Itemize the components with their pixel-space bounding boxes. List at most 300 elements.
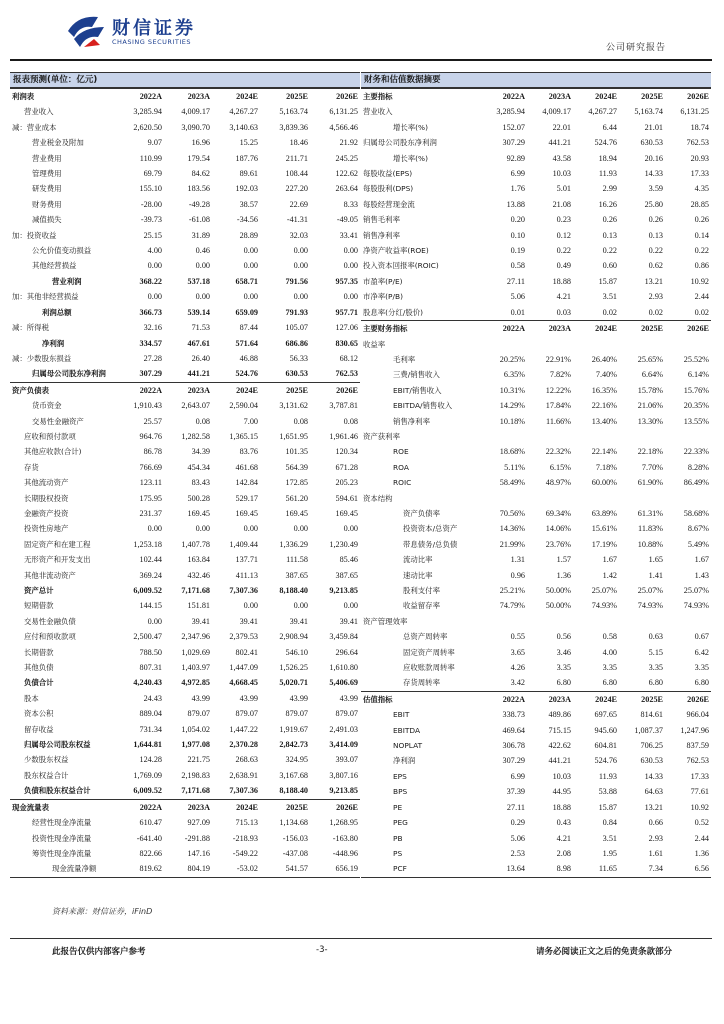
valuation-value: 1.95 bbox=[602, 848, 617, 858]
forecast-row bbox=[10, 181, 360, 196]
forecast-value: 25.15 bbox=[143, 230, 162, 240]
valuation-panel bbox=[361, 72, 711, 878]
forecast-value: 630.53 bbox=[285, 369, 308, 379]
valuation-value: 18.68% bbox=[499, 447, 525, 457]
brand-name: 财信证券 bbox=[112, 18, 196, 39]
valuation-value: 3.35 bbox=[556, 663, 571, 673]
valuation-value: 3,285.94 bbox=[496, 107, 525, 117]
valuation-value: 1.65 bbox=[648, 555, 663, 565]
valuation-value: 2.93 bbox=[648, 292, 663, 302]
valuation-value: 697.65 bbox=[594, 710, 617, 720]
forecast-label: 其他流动资产 bbox=[24, 478, 69, 488]
valuation-row bbox=[361, 475, 711, 490]
forecast-row bbox=[10, 506, 360, 521]
valuation-value: 10.31% bbox=[499, 385, 525, 395]
valuation-row bbox=[361, 537, 711, 552]
forecast-value: 43.99 bbox=[289, 693, 308, 703]
forecast-value: 1,610.80 bbox=[329, 663, 358, 673]
forecast-value: 1,282.58 bbox=[181, 431, 210, 441]
forecast-value: 2023A bbox=[164, 89, 212, 105]
forecast-value: -39.73 bbox=[140, 215, 162, 225]
forecast-value: 0.00 bbox=[147, 292, 162, 302]
forecast-label: 应收和预付款项 bbox=[24, 431, 76, 441]
forecast-row bbox=[10, 846, 360, 861]
forecast-row bbox=[10, 151, 360, 166]
forecast-value: 1,651.95 bbox=[279, 431, 308, 441]
valuation-value: 74.79% bbox=[499, 601, 525, 611]
valuation-value: 0.84 bbox=[602, 818, 617, 828]
valuation-value: 10.03 bbox=[552, 169, 571, 179]
valuation-value bbox=[619, 337, 665, 352]
forecast-label: 应付和预收款项 bbox=[24, 632, 76, 642]
forecast-label: 减值损失 bbox=[32, 215, 62, 225]
forecast-value: 83.76 bbox=[239, 447, 258, 457]
forecast-value: 18.46 bbox=[289, 138, 308, 148]
forecast-value: 2025E bbox=[260, 382, 310, 398]
forecast-row bbox=[10, 722, 360, 737]
valuation-value: 50.00% bbox=[545, 586, 571, 595]
forecast-label: 资产负债表 bbox=[10, 382, 116, 398]
forecast-row bbox=[10, 737, 360, 752]
forecast-value: 0.00 bbox=[243, 261, 258, 271]
valuation-label: EBIT bbox=[393, 710, 410, 720]
forecast-value: 467.61 bbox=[187, 338, 210, 348]
forecast-value: 227.20 bbox=[285, 184, 308, 194]
valuation-value: 0.29 bbox=[510, 818, 525, 828]
forecast-row bbox=[10, 228, 360, 243]
forecast-value: 0.08 bbox=[293, 416, 308, 426]
valuation-value: 50.00% bbox=[545, 601, 571, 611]
forecast-value: 7,307.36 bbox=[229, 786, 258, 796]
forecast-row bbox=[10, 861, 360, 877]
valuation-value: 28.85 bbox=[690, 199, 709, 209]
valuation-value: 5.11% bbox=[504, 462, 525, 472]
forecast-value: 927.09 bbox=[187, 818, 210, 828]
forecast-value: 0.08 bbox=[195, 416, 210, 426]
valuation-value bbox=[527, 614, 573, 629]
forecast-label: 存货 bbox=[24, 462, 39, 472]
valuation-value: 4.21 bbox=[556, 833, 571, 843]
valuation-value: 22.01 bbox=[552, 122, 571, 132]
valuation-value: 0.20 bbox=[510, 215, 525, 225]
forecast-value: 110.99 bbox=[139, 153, 162, 163]
forecast-section-header bbox=[10, 799, 360, 815]
valuation-row bbox=[361, 352, 711, 367]
forecast-value: 71.53 bbox=[191, 323, 210, 333]
forecast-row bbox=[10, 831, 360, 846]
valuation-value: 25.52% bbox=[683, 354, 709, 364]
forecast-value: 2022A bbox=[116, 382, 164, 398]
valuation-value bbox=[619, 429, 665, 444]
forecast-row bbox=[10, 521, 360, 536]
forecast-value: 788.50 bbox=[139, 647, 162, 657]
forecast-label: 固定资产和在建工程 bbox=[24, 539, 91, 549]
valuation-label: PS bbox=[393, 848, 403, 858]
forecast-value: 7,171.68 bbox=[181, 586, 210, 595]
valuation-value: 74.93% bbox=[591, 601, 617, 611]
forecast-value: 2023A bbox=[164, 382, 212, 398]
forecast-value: 25.57 bbox=[143, 416, 162, 426]
valuation-label: 市盈率(P/E) bbox=[363, 276, 403, 286]
forecast-value: 0.00 bbox=[147, 261, 162, 271]
forecast-value: 541.57 bbox=[285, 864, 308, 874]
valuation-row bbox=[361, 629, 711, 644]
forecast-value: 2026E bbox=[310, 799, 360, 815]
forecast-row bbox=[10, 212, 360, 227]
valuation-value: 338.73 bbox=[502, 710, 525, 720]
valuation-value: 10.88% bbox=[637, 539, 663, 549]
forecast-value: 3,285.94 bbox=[133, 107, 162, 117]
valuation-value: 11.66% bbox=[546, 416, 571, 426]
valuation-value: 14.33 bbox=[644, 169, 663, 179]
valuation-value: 1.36 bbox=[556, 570, 571, 580]
valuation-value bbox=[665, 429, 711, 444]
valuation-value: 12.22% bbox=[545, 385, 571, 395]
valuation-value: 6.80 bbox=[602, 678, 617, 688]
valuation-row bbox=[361, 753, 711, 768]
forecast-value: 8.33 bbox=[343, 199, 358, 209]
valuation-value: 69.34% bbox=[545, 508, 571, 518]
forecast-value: 1,054.02 bbox=[181, 724, 210, 734]
valuation-value: 16.26 bbox=[598, 199, 617, 209]
valuation-value: 25.07% bbox=[637, 586, 663, 595]
valuation-value: 7.18% bbox=[595, 462, 617, 472]
forecast-value: 3,414.09 bbox=[329, 740, 358, 750]
forecast-value: 3,807.16 bbox=[329, 770, 358, 780]
valuation-value: 2026E bbox=[665, 321, 711, 337]
valuation-value: 706.25 bbox=[640, 741, 663, 751]
valuation-value: 945.60 bbox=[594, 725, 617, 735]
valuation-value: 0.19 bbox=[510, 246, 525, 256]
valuation-value: 25.65% bbox=[637, 354, 663, 364]
valuation-label: 固定资产周转率 bbox=[403, 647, 455, 657]
forecast-value: 2025E bbox=[260, 89, 310, 105]
valuation-value bbox=[481, 491, 527, 506]
forecast-section-header bbox=[10, 382, 360, 398]
valuation-value: 0.96 bbox=[510, 570, 525, 580]
forecast-label: 公允价值变动损益 bbox=[32, 246, 92, 256]
valuation-value: 20.35% bbox=[683, 401, 709, 411]
valuation-label: 估值指标 bbox=[361, 691, 481, 707]
valuation-label: 资本结构 bbox=[363, 493, 393, 503]
valuation-value: 20.25% bbox=[499, 354, 525, 364]
forecast-value: 7,307.36 bbox=[229, 586, 258, 595]
valuation-value: 469.64 bbox=[502, 725, 525, 735]
valuation-value bbox=[573, 491, 619, 506]
valuation-value: 4.00 bbox=[602, 647, 617, 657]
forecast-row bbox=[10, 614, 360, 629]
forecast-row bbox=[10, 675, 360, 690]
forecast-value: 2024E bbox=[212, 89, 260, 105]
forecast-value: 889.04 bbox=[139, 709, 162, 719]
page-header bbox=[0, 0, 724, 62]
forecast-value: 1,910.43 bbox=[133, 401, 162, 411]
forecast-label: 其他应收款(合计) bbox=[24, 447, 82, 457]
valuation-value bbox=[665, 491, 711, 506]
valuation-value: 10.92 bbox=[690, 802, 709, 812]
valuation-value: 2026E bbox=[665, 89, 711, 105]
valuation-row bbox=[361, 135, 711, 150]
forecast-value: 296.64 bbox=[335, 647, 358, 657]
forecast-label: 少数股东权益 bbox=[24, 755, 69, 765]
forecast-value: 1,447.22 bbox=[229, 724, 258, 734]
valuation-value: 0.22 bbox=[694, 246, 709, 256]
valuation-value: 3.46 bbox=[556, 647, 571, 657]
valuation-label: ROE bbox=[393, 447, 409, 457]
forecast-row bbox=[10, 815, 360, 830]
valuation-value: 21.99% bbox=[499, 539, 525, 549]
forecast-value: 263.64 bbox=[335, 184, 358, 194]
forecast-value: 3,167.68 bbox=[279, 770, 308, 780]
valuation-value: 1.67 bbox=[602, 555, 617, 565]
valuation-value: 14.06% bbox=[545, 524, 571, 534]
valuation-row bbox=[361, 675, 711, 691]
valuation-value: 21.08 bbox=[552, 199, 571, 209]
forecast-value: 39.41 bbox=[239, 616, 258, 626]
forecast-label: 减：所得税 bbox=[12, 323, 49, 333]
forecast-value: 4,267.27 bbox=[229, 107, 258, 117]
forecast-label: 营业利润 bbox=[52, 276, 82, 286]
forecast-value: 89.61 bbox=[239, 169, 258, 179]
forecast-row bbox=[10, 414, 360, 429]
valuation-value: 966.04 bbox=[686, 710, 709, 720]
valuation-value: 77.61 bbox=[690, 787, 709, 797]
valuation-value: 48.97% bbox=[545, 478, 571, 488]
valuation-label: 流动比率 bbox=[403, 555, 433, 565]
forecast-value: 2,620.50 bbox=[133, 122, 162, 132]
valuation-value: 0.22 bbox=[602, 246, 617, 256]
forecast-value: 3,090.70 bbox=[181, 122, 210, 132]
forecast-value: -218.93 bbox=[232, 833, 258, 843]
forecast-value: 1,268.95 bbox=[329, 818, 358, 828]
valuation-value bbox=[481, 429, 527, 444]
forecast-label: 营业税金及附加 bbox=[32, 138, 84, 148]
valuation-value: 20.93 bbox=[690, 153, 709, 163]
valuation-value: 5.01 bbox=[556, 184, 571, 194]
valuation-value: 13.21 bbox=[644, 276, 663, 286]
forecast-value: 5,020.71 bbox=[279, 678, 308, 688]
valuation-value: 11.83% bbox=[638, 524, 663, 534]
forecast-value: 4,240.43 bbox=[133, 678, 162, 688]
valuation-value: 0.49 bbox=[556, 261, 571, 271]
valuation-value bbox=[619, 614, 665, 629]
valuation-row bbox=[361, 197, 711, 212]
forecast-row bbox=[10, 366, 360, 382]
forecast-value: 715.13 bbox=[235, 818, 258, 828]
valuation-row bbox=[361, 460, 711, 475]
valuation-row bbox=[361, 583, 711, 598]
valuation-value: 5.06 bbox=[510, 833, 525, 843]
valuation-value: 13.21 bbox=[644, 802, 663, 812]
valuation-value: 74.93% bbox=[637, 601, 663, 611]
valuation-value: 15.78% bbox=[637, 385, 663, 395]
valuation-value: 1.41 bbox=[648, 570, 663, 580]
forecast-value: 957.35 bbox=[335, 276, 358, 286]
forecast-value: 1,447.09 bbox=[229, 663, 258, 673]
forecast-value: 454.34 bbox=[187, 462, 210, 472]
valuation-row bbox=[361, 289, 711, 304]
forecast-row bbox=[10, 491, 360, 506]
forecast-row bbox=[10, 660, 360, 675]
forecast-label: 无形资产和开发支出 bbox=[24, 555, 91, 565]
forecast-row bbox=[10, 783, 360, 799]
forecast-value: 368.22 bbox=[139, 276, 162, 286]
forecast-value: 461.68 bbox=[235, 462, 258, 472]
valuation-value: 64.63 bbox=[644, 787, 663, 797]
forecast-value: 27.28 bbox=[143, 353, 162, 363]
forecast-value: 22.69 bbox=[289, 199, 308, 209]
forecast-value: 1,403.97 bbox=[181, 663, 210, 673]
forecast-value: 411.13 bbox=[235, 570, 258, 580]
valuation-value: 15.87 bbox=[598, 802, 617, 812]
forecast-value: 101.35 bbox=[285, 447, 308, 457]
valuation-label: NOPLAT bbox=[393, 741, 423, 751]
forecast-value: 594.61 bbox=[335, 493, 358, 503]
footer-divider bbox=[10, 938, 712, 939]
valuation-value: 0.43 bbox=[556, 818, 571, 828]
valuation-value: 17.84% bbox=[545, 401, 571, 411]
valuation-value: 8.67% bbox=[687, 524, 709, 534]
valuation-label: ROIC bbox=[393, 478, 412, 488]
forecast-value: 0.00 bbox=[147, 616, 162, 626]
forecast-value: -49.05 bbox=[336, 215, 358, 225]
valuation-row bbox=[361, 831, 711, 846]
forecast-value: 2,347.96 bbox=[181, 632, 210, 642]
forecast-label: 现金流量净额 bbox=[52, 864, 97, 874]
forecast-row bbox=[10, 460, 360, 475]
forecast-value: 1,644.81 bbox=[133, 740, 162, 750]
forecast-value: 122.62 bbox=[335, 169, 358, 179]
valuation-value: 5.15 bbox=[648, 647, 663, 657]
valuation-value: 2023A bbox=[527, 691, 573, 707]
forecast-value: 671.28 bbox=[335, 462, 358, 472]
forecast-row bbox=[10, 243, 360, 258]
forecast-value: 387.65 bbox=[335, 570, 358, 580]
valuation-value: 6.42 bbox=[694, 647, 709, 657]
forecast-label: 净利润 bbox=[42, 338, 65, 348]
forecast-value: 819.62 bbox=[139, 864, 162, 874]
valuation-value: 6.80 bbox=[556, 678, 571, 688]
forecast-label: 减：营业成本 bbox=[12, 122, 57, 132]
forecast-value: 0.00 bbox=[343, 261, 358, 271]
forecast-value: 2022A bbox=[116, 799, 164, 815]
valuation-row bbox=[361, 120, 711, 135]
forecast-value: 211.71 bbox=[285, 153, 308, 163]
valuation-value: 1,087.37 bbox=[634, 725, 663, 735]
valuation-value: 7.70% bbox=[641, 462, 663, 472]
valuation-label: 速动比率 bbox=[403, 570, 433, 580]
valuation-value: 6.15% bbox=[549, 462, 571, 472]
valuation-value: 22.18% bbox=[637, 447, 663, 457]
forecast-value: 8,188.40 bbox=[279, 786, 308, 796]
forecast-value: 766.69 bbox=[139, 462, 162, 472]
forecast-value: 127.06 bbox=[335, 323, 358, 333]
forecast-value: 0.00 bbox=[343, 601, 358, 611]
valuation-value bbox=[573, 614, 619, 629]
valuation-label: 毛利率 bbox=[393, 354, 416, 364]
forecast-value: 24.43 bbox=[143, 693, 162, 703]
forecast-value: 205.23 bbox=[335, 478, 358, 488]
forecast-value: 387.65 bbox=[285, 570, 308, 580]
valuation-row bbox=[361, 707, 711, 722]
header-divider bbox=[10, 59, 712, 61]
forecast-label: 经营性现金净流量 bbox=[32, 818, 92, 828]
forecast-row bbox=[10, 752, 360, 767]
forecast-row bbox=[10, 429, 360, 444]
valuation-value: 53.88 bbox=[598, 787, 617, 797]
forecast-value: 1,407.78 bbox=[181, 539, 210, 549]
forecast-label: 研发费用 bbox=[32, 184, 62, 194]
forecast-value: 9,213.85 bbox=[329, 786, 358, 796]
valuation-value: 762.53 bbox=[686, 138, 709, 148]
forecast-value: 169.45 bbox=[187, 508, 210, 518]
forecast-label: 归属母公司股东净利润 bbox=[32, 369, 106, 379]
valuation-row bbox=[361, 552, 711, 567]
forecast-value: 964.76 bbox=[139, 431, 162, 441]
forecast-value: 324.95 bbox=[285, 755, 308, 765]
forecast-value: -448.96 bbox=[332, 848, 358, 858]
valuation-value: 14.36% bbox=[499, 524, 525, 534]
forecast-value: 32.16 bbox=[143, 323, 162, 333]
valuation-label: 带息债务/总负债 bbox=[403, 539, 458, 549]
forecast-value: 537.18 bbox=[187, 276, 210, 286]
valuation-value bbox=[665, 614, 711, 629]
forecast-value: 268.63 bbox=[235, 755, 258, 765]
valuation-row bbox=[361, 521, 711, 536]
forecast-value: 4,668.45 bbox=[229, 678, 258, 688]
valuation-value: 2026E bbox=[665, 691, 711, 707]
valuation-value: 604.81 bbox=[594, 741, 617, 751]
valuation-value: 13.88 bbox=[506, 199, 525, 209]
valuation-value: 1.61 bbox=[648, 848, 663, 858]
forecast-value: 561.20 bbox=[285, 493, 308, 503]
forecast-value: 2,842.73 bbox=[279, 740, 308, 750]
valuation-value: 6.44 bbox=[602, 122, 617, 132]
forecast-row bbox=[10, 197, 360, 212]
valuation-value: 11.93 bbox=[598, 169, 617, 179]
valuation-value: 1.67 bbox=[694, 555, 709, 565]
forecast-label: 长期股权投资 bbox=[24, 493, 69, 503]
forecast-value: 393.07 bbox=[335, 755, 358, 765]
valuation-value: 6.56 bbox=[694, 864, 709, 874]
valuation-label: 投入资本回报率(ROIC) bbox=[363, 261, 439, 271]
forecast-label: 其他经营损益 bbox=[32, 261, 77, 271]
valuation-value: 1.31 bbox=[510, 555, 525, 565]
valuation-value: 2025E bbox=[619, 691, 665, 707]
forecast-label: 交易性金融资产 bbox=[32, 416, 84, 426]
valuation-label: 收益率 bbox=[363, 339, 386, 349]
valuation-label: 总资产周转率 bbox=[403, 632, 448, 642]
valuation-value: 25.07% bbox=[683, 586, 709, 595]
forecast-value: 610.47 bbox=[139, 818, 162, 828]
forecast-value: 807.31 bbox=[139, 663, 162, 673]
forecast-value: 0.00 bbox=[343, 524, 358, 534]
forecast-value: 3,459.84 bbox=[329, 632, 358, 642]
forecast-value: 307.29 bbox=[139, 369, 162, 379]
valuation-value: 1,247.96 bbox=[680, 725, 709, 735]
forecast-label: 资产总计 bbox=[24, 586, 54, 595]
forecast-row bbox=[10, 305, 360, 320]
forecast-value: 144.15 bbox=[139, 601, 162, 611]
forecast-value: 86.78 bbox=[143, 447, 162, 457]
valuation-label: 股息率(分红/股价) bbox=[363, 307, 423, 317]
valuation-value bbox=[619, 491, 665, 506]
forecast-label: 归属母公司股东权益 bbox=[24, 740, 91, 750]
forecast-label: 利润表 bbox=[10, 89, 116, 105]
valuation-value: 0.02 bbox=[648, 307, 663, 317]
forecast-value: 571.64 bbox=[235, 338, 258, 348]
forecast-label: 减：少数股东损益 bbox=[12, 353, 72, 363]
